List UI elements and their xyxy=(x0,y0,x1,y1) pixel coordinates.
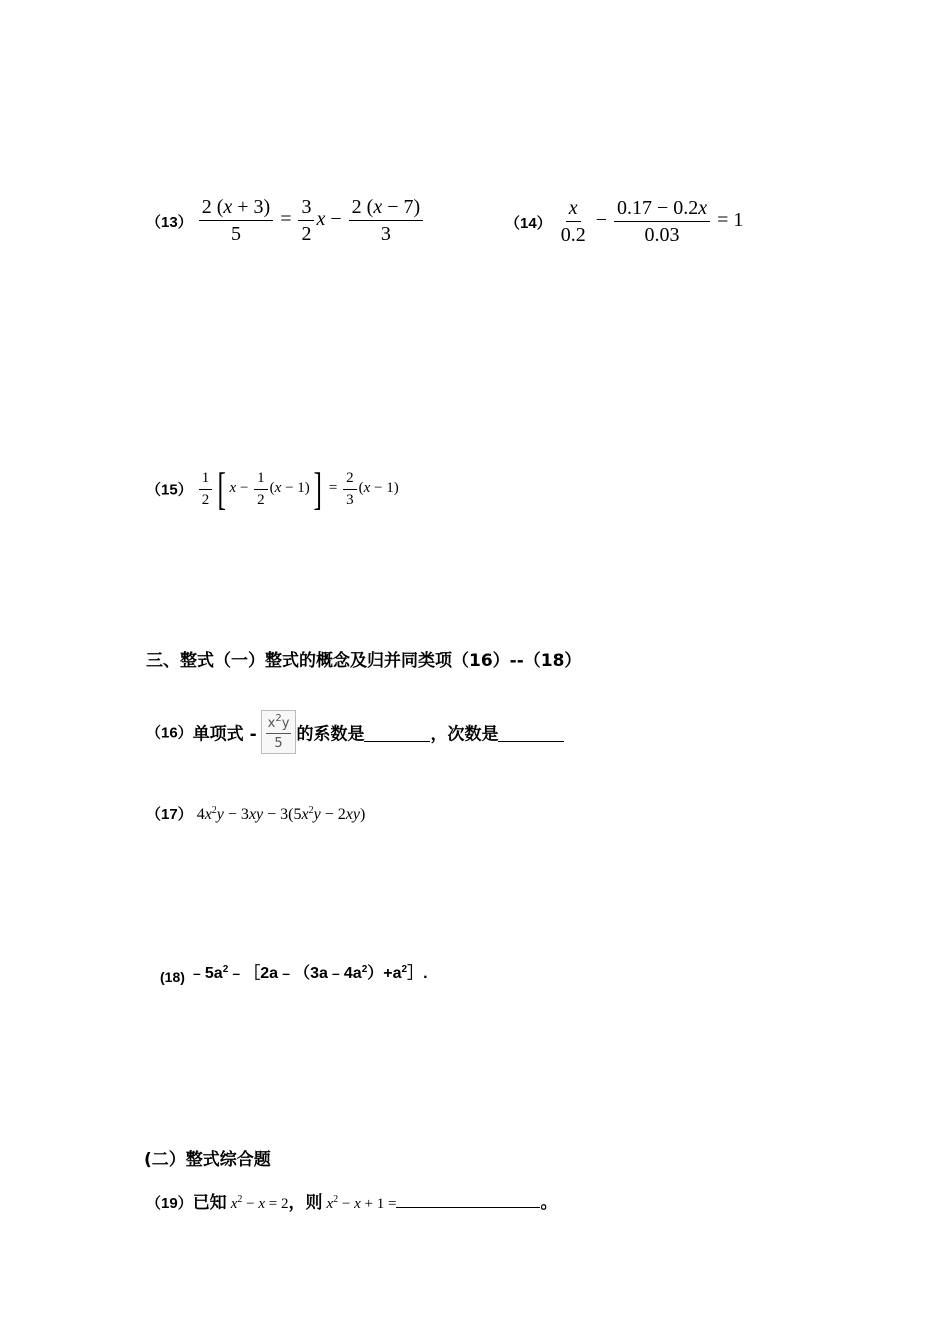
answer-blank[interactable] xyxy=(396,1191,540,1208)
problem-15-label: （15） xyxy=(146,481,193,499)
problem-15-equation: $\frac{1}{2}$ [ x − $\frac{1}{2}$ (x − 1)] = $\frac{2}{3}$ (x − 1) xyxy=(197,480,399,496)
problem-13-equation: $\frac{2 (x + 3)}{5}$ = $\frac{3}{2}$ x − $\frac{2 (x - 7)}{3}$ xyxy=(197,208,425,230)
problem-17-expression: $4x^2y - 3xy - 3(5x^2y - 2xy)$ xyxy=(196,805,366,823)
problem-18 xyxy=(160,960,428,983)
monomial-image: $\frac{x^2y}{5}$ xyxy=(261,710,297,754)
problem-16-text-a: 单项式 - xyxy=(192,724,257,745)
problem-19-label: （19） xyxy=(146,1195,193,1212)
problem-13 xyxy=(146,196,425,245)
problem-19-condition: $x^2 - x = 2$ xyxy=(230,1194,289,1212)
problem-16-text-c: ，次数是 xyxy=(430,724,499,745)
problem-13-label: （13） xyxy=(146,213,193,231)
section-heading-polynomials: 三、整式（一）整式的概念及归并同类项（16）--（18） xyxy=(146,651,582,671)
problem-19-end: 。 xyxy=(540,1193,558,1213)
problem-19 xyxy=(146,1188,557,1213)
degree-blank[interactable] xyxy=(498,723,564,742)
problem-17-label: （17） xyxy=(146,806,193,823)
problem-15 xyxy=(146,463,399,514)
coefficient-blank[interactable] xyxy=(364,723,430,742)
problem-18-label: (18) xyxy=(160,969,185,985)
problem-19-text-b: ，则 xyxy=(288,1193,323,1213)
problem-19-text-a: 已知 xyxy=(192,1193,227,1213)
problem-16-label: （16） xyxy=(146,724,193,742)
problem-14 xyxy=(505,197,743,246)
problem-14-label: （14） xyxy=(505,214,552,232)
section-heading-comprehensive: (二）整式综合题 xyxy=(144,1150,271,1170)
problem-16 xyxy=(146,710,564,754)
problem-18-expression: $﹣5a^2﹣[2a﹣(3a﹣4a^2)+a^2]$. xyxy=(188,964,428,982)
problem-17 xyxy=(146,803,365,824)
problem-19-expression: $x^2 - x + 1$ = xyxy=(326,1194,397,1212)
problem-14-equation: $\frac{x}{0.2}$ − $\frac{0.17 - 0.2x}{0.03}$ = 1 xyxy=(560,197,744,246)
problem-16-text-b: 的系数是 xyxy=(296,724,365,745)
